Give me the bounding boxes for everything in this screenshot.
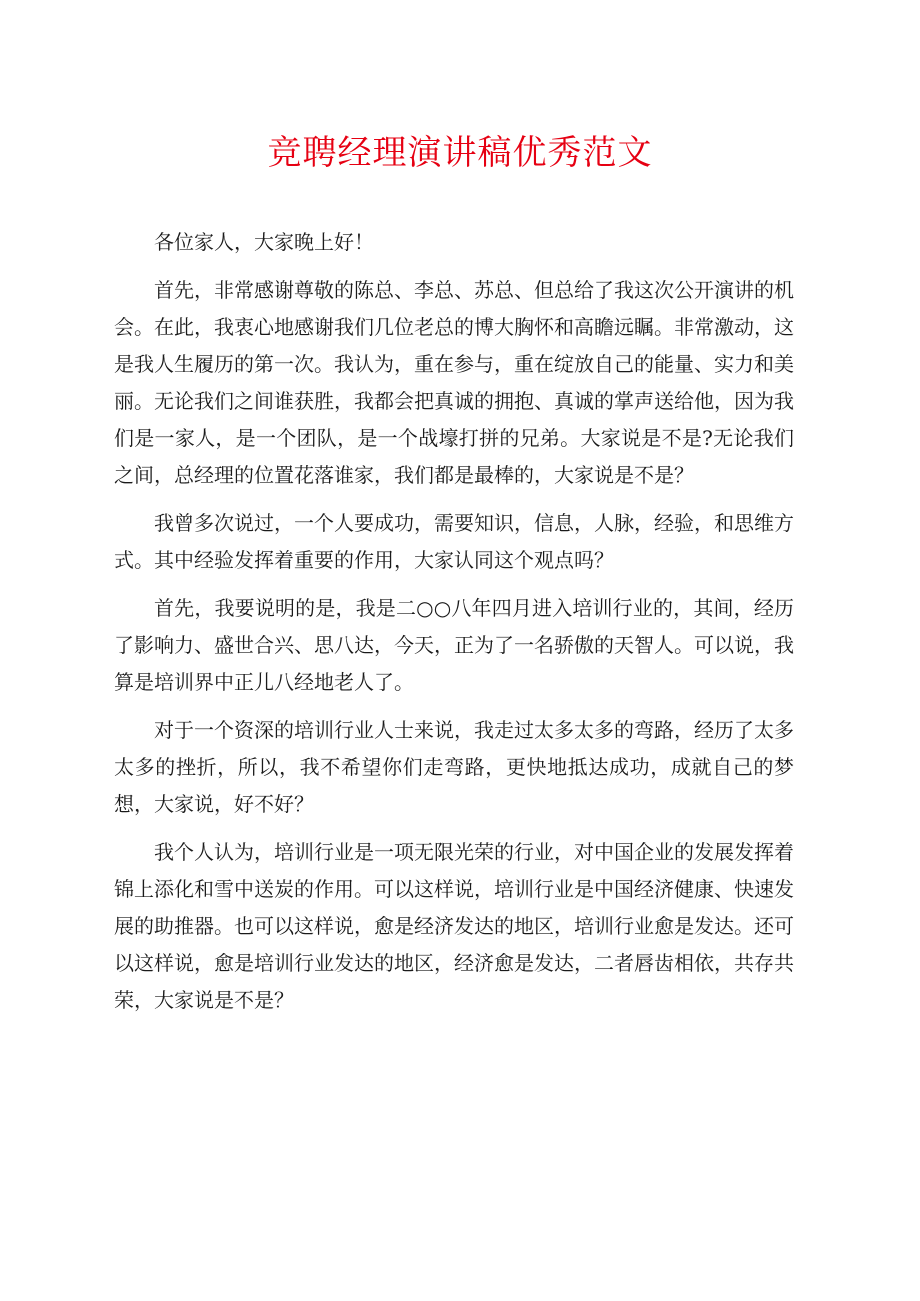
paragraph-experience: 首先，我要说明的是，我是二○○八年四月进入培训行业的，其间，经历了影响力、盛世合兴、思八达，今天，正为了一名骄傲的天智人。可以说，我算是培训界中正儿八经地老人了。 — [114, 596, 794, 694]
paragraph-industry: 我个人认为，培训行业是一项无限光荣的行业，对中国企业的发展发挥着锦上添化和雪中送炭的作用。可以这样说，培训行业是中国经济健康、快速发展的助推器。也可以这样说，愈是经济发达的地区，培训行业愈是发达。还可以这样说，愈是培训行业发达的地区，经济愈是发达，二者唇齿相依，共存共荣，大家说是不是？ — [114, 840, 794, 1012]
document-body — [114, 224, 794, 1030]
document-title: 竞聘经理演讲稿优秀范文 — [267, 133, 653, 173]
paragraph-greeting: 各位家人，大家晚上好！ — [154, 230, 374, 254]
paragraph-thanks: 首先，非常感谢尊敬的陈总、李总、苏总、但总给了我这次公开演讲的机会。在此，我衷心地感谢我们几位老总的博大胸怀和高瞻远瞩。非常激动，这是我人生履历的第一次。我认为，重在参与，重在绽放自己的能量、实力和美丽。无论我们之间谁获胜，我都会把真诚的拥抱、真诚的掌声送给他，因为我们是一家人，是一个团队，是一个战壕打拼的兄弟。大家说是不是?无论我们之间，总经理的位置花落谁家，我们都是最棒的，大家说是不是？ — [114, 278, 794, 487]
paragraph-success: 我曾多次说过，一个人要成功，需要知识，信息，人脉，经验，和思维方式。其中经验发挥着重要的作用，大家认同这个观点吗？ — [114, 511, 794, 572]
paragraph-detours: 对于一个资深的培训行业人士来说，我走过太多太多的弯路，经历了太多太多的挫折，所以，我不希望你们走弯路，更快地抵达成功，成就自己的梦想，大家说，好不好？ — [114, 718, 794, 816]
